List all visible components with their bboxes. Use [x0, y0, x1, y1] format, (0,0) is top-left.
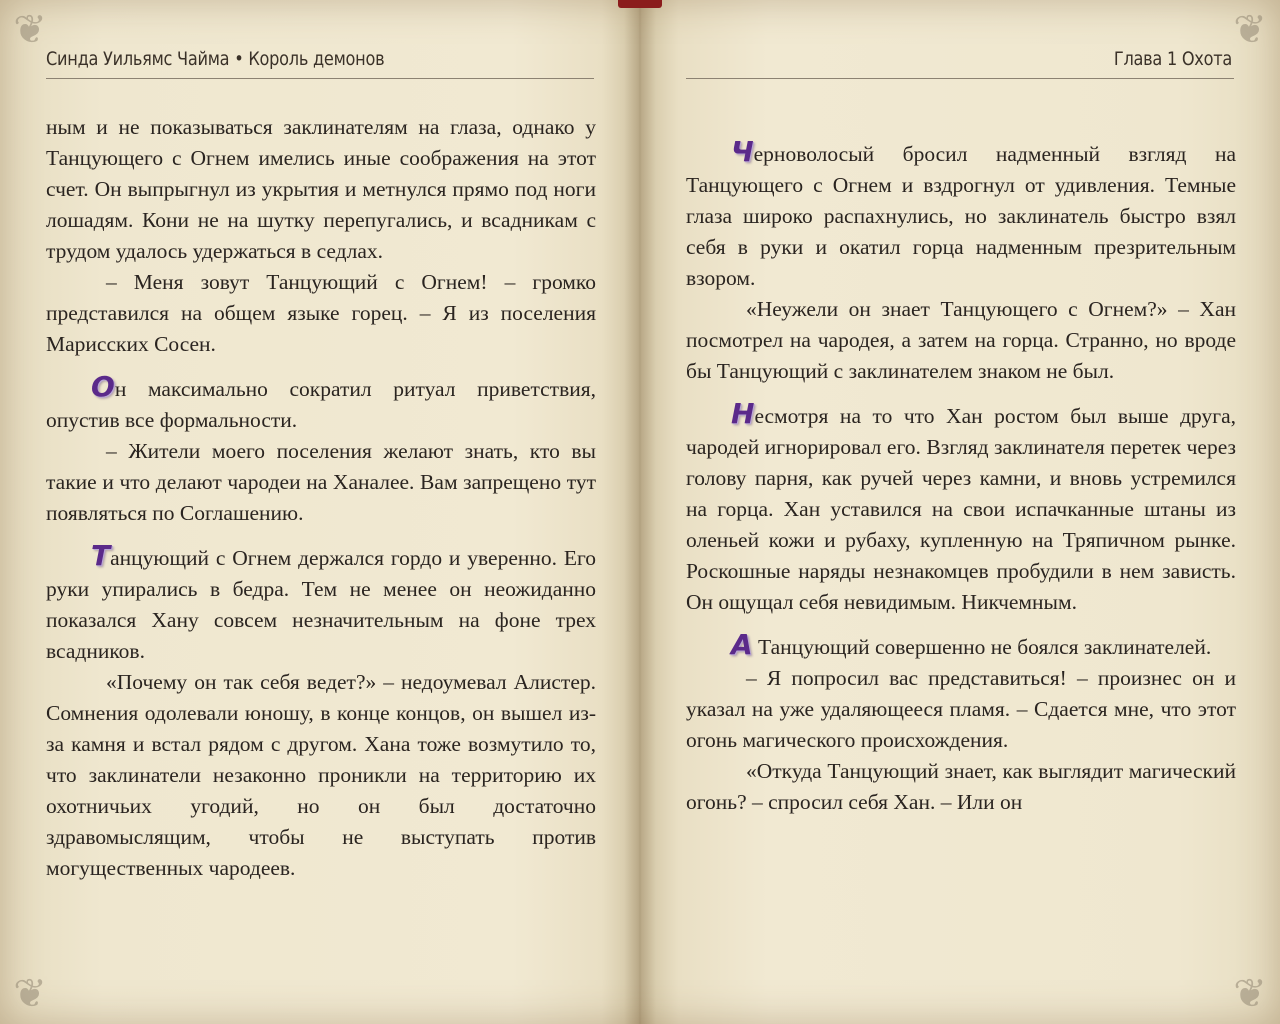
paragraph-text: анцующий с Огнем держался гордо и уверенно. Его руки упирались в бедра. Тем не менее он неожиданно показался Хану совсем незначительным на фоне трех всадников. [46, 546, 596, 663]
paragraph [686, 756, 1236, 818]
right-page[interactable] [640, 0, 1280, 1024]
left-page-text [46, 112, 596, 884]
left-header-rule [46, 78, 594, 79]
paragraph [686, 663, 1236, 756]
drop-cap: Ч [731, 135, 754, 168]
ornament-top-left-icon: ❦ [13, 7, 47, 53]
paragraph-text: «Неужели он знает Танцующего с Огнем?» – Хан посмотрел на чародея, а затем на горца. Странно, но вроде бы Танцующий с заклинателем знаком не был. [686, 297, 1236, 383]
ornament-bottom-left-icon: ❦ [13, 971, 47, 1017]
paragraph-text: Танцующий совершенно не боялся заклинателей. [752, 635, 1212, 659]
paragraph [686, 397, 1236, 618]
paragraph [46, 667, 596, 884]
paragraph-text: – Меня зовут Танцующий с Огнем! – громко представился на общем языке горец. – Я из поселения Марисских Сосен. [46, 270, 596, 356]
right-page-header: Глава 1 Охота [1113, 48, 1232, 70]
drop-cap: Т [91, 539, 111, 572]
paragraph [686, 628, 1236, 663]
paragraph [686, 135, 1236, 294]
paragraph [686, 294, 1236, 387]
paragraph [46, 370, 596, 436]
paragraph-text: есмотря на то что Хан ростом был выше друга, чародей игнорировал его. Взгляд заклинателя перетек через голову парня, как ручей через камни, и вновь устремился на горца. Хан уставился на свои испачканные штаны из оленьей кожи и рубаху, купленную на Тряпичном рынке. Роскошные наряды незнакомцев пробудили в нем зависть. Он ощущал себя невидимым. Никчемным. [686, 404, 1236, 614]
paragraph-text: – Я попросил вас представиться! – произнес он и указал на уже удаляющееся пламя. – Сдается мне, что этот огонь магического происхождения. [686, 666, 1236, 752]
left-page-header: Синда Уильямс Чайма • Король демонов [46, 48, 385, 70]
paragraph-text: «Почему он так себя ведет?» – недоумевал Алистер. Сомнения одолевали юношу, в конце концов, он вышел из-за камня и встал рядом с другом. Хана тоже возмутило то, что заклинатели незаконно проникли на территорию их охотничьих угодий, но он был достаточно здравомыслящим, чтобы не выступать против могущественных чародеев. [46, 670, 596, 880]
paragraph-text: ным и не показываться заклинателям на глаза, однако у Танцующего с Огнем имелись иные соображения на этот счет. Он выпрыгнул из укрытия и метнулся прямо под ноги лошадям. Кони не на шутку перепугались, и всадникам с трудом удалось удержаться в седлах. [46, 115, 596, 263]
drop-cap: А [731, 628, 753, 661]
drop-cap: О [91, 370, 115, 403]
paragraph [46, 539, 596, 667]
ornament-bottom-right-icon: ❦ [1233, 971, 1267, 1017]
paragraph [46, 112, 596, 267]
drop-cap: Н [731, 397, 755, 430]
paragraph-text: – Жители моего поселения желают знать, кто вы такие и что делают чародеи на Ханалее. Вам запрещено тут появляться по Соглашению. [46, 439, 596, 525]
right-page-text [686, 125, 1236, 818]
paragraph-text: ерноволосый бросил надменный взгляд на Танцующего с Огнем и вздрогнул от удивления. Темные глаза широко распахнулись, но заклинатель быстро взял себя в руки и окатил горца надменным презрительным взором. [686, 142, 1236, 290]
paragraph-text: «Откуда Танцующий знает, как выглядит магический огонь? – спросил себя Хан. – Или он [686, 759, 1236, 814]
paragraph-text: н максимально сократил ритуал приветствия, опустив все формальности. [46, 377, 596, 432]
paragraph [46, 267, 596, 360]
paragraph [46, 436, 596, 529]
right-header-rule [686, 78, 1234, 79]
ornament-top-right-icon: ❦ [1233, 7, 1267, 53]
